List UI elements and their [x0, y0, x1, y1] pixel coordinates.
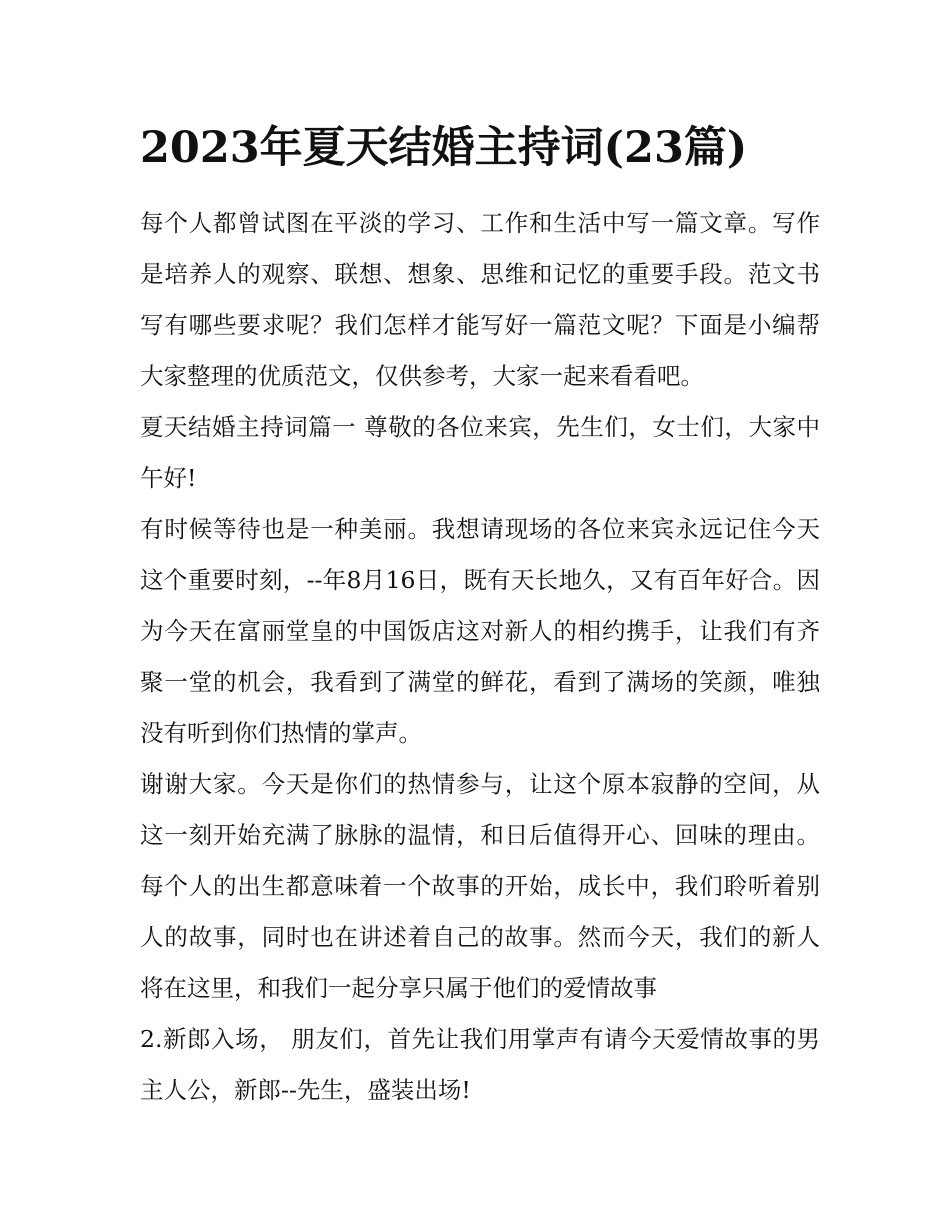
- paragraph-intro: 每个人都曾试图在平淡的学习、工作和生活中写一篇文章。写作是培养人的观察、联想、想象、思维和记忆的重要手段。范文书写有哪些要求呢？我们怎样才能写好一篇范文呢？下面是小编帮大家整理的优质范文，仅供参考，大家一起来看看吧。: [140, 209, 820, 390]
- document-body: [140, 198, 820, 1116]
- document-title: 2023年夏天结婚主持词(23篇): [140, 123, 748, 173]
- paragraph-greeting: 夏天结婚主持词篇一 尊敬的各位来宾，先生们，女士们，大家中午好!: [140, 413, 820, 492]
- paragraph-waiting: 有时候等待也是一种美丽。我想请现场的各位来宾永远记住今天这个重要时刻，--年8月16日，既有天长地久，又有百年好合。因为今天在富丽堂皇的中国饭店这对新人的相约携手，让我们有齐聚一堂的机会，我看到了满堂的鲜花，看到了满场的笑颜，唯独没有听到你们热情的掌声。: [140, 515, 820, 747]
- paragraph-thanks: 谢谢大家。今天是你们的热情参与，让这个原本寂静的空间，从这一刻开始充满了脉脉的温情，和日后值得开心、回味的理由。每个人的出生都意味着一个故事的开始，成长中，我们聆听着别人的故事，同时也在讲述着自己的故事。然而今天，我们的新人将在这里，和我们一起分享只属于他们的爱情故事: [140, 770, 820, 1002]
- paragraph-groom-entrance: 2.新郎入场， 朋友们，首先让我们用掌声有请今天爱情故事的男主人公，新郎--先生，盛装出场!: [140, 1025, 820, 1104]
